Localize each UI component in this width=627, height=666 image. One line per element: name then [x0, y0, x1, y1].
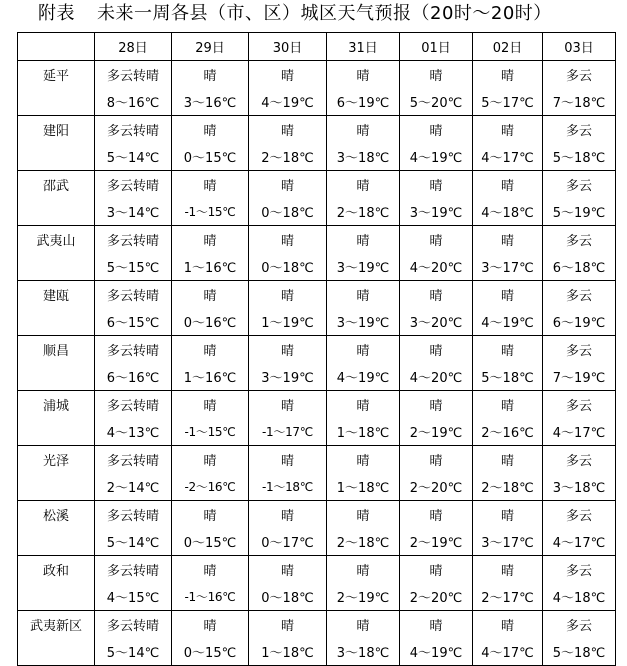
city-condition-row — [18, 446, 616, 474]
temperature-range-cell: 8～16℃ — [95, 88, 172, 116]
weather-condition-cell: 多云 — [543, 391, 616, 419]
city-condition-row — [18, 391, 616, 419]
temperature-range-cell: 2～17℃ — [473, 583, 543, 611]
temperature-range-cell: 7～18℃ — [543, 88, 616, 116]
temperature-range-cell: 4～18℃ — [473, 198, 543, 226]
city-name: 建阳 — [18, 116, 95, 171]
temperature-range-cell: 4～17℃ — [473, 638, 543, 666]
temperature-range-cell: 3～19℃ — [249, 363, 327, 391]
weather-condition-cell: 晴 — [473, 556, 543, 584]
temperature-range-cell: 4～17℃ — [473, 143, 543, 171]
forecast-body — [18, 61, 616, 666]
temperature-range-cell: 4～19℃ — [400, 638, 473, 666]
date-header: 28日 — [95, 33, 172, 61]
temperature-range-cell: 5～18℃ — [473, 363, 543, 391]
temperature-range-cell: 6～19℃ — [327, 88, 400, 116]
weather-condition-cell: 晴 — [249, 171, 327, 199]
temperature-range-cell: 4～18℃ — [543, 583, 616, 611]
weather-condition-cell: 晴 — [172, 281, 249, 309]
temperature-range-cell: 5～17℃ — [473, 88, 543, 116]
city-temperature-row — [18, 583, 616, 611]
temperature-range-cell: 6～18℃ — [543, 253, 616, 281]
weather-condition-cell: 晴 — [249, 281, 327, 309]
temperature-range-cell: 5～19℃ — [543, 198, 616, 226]
city-condition-row — [18, 611, 616, 639]
temperature-range-cell: -1～17℃ — [249, 418, 327, 446]
weather-condition-cell: 晴 — [400, 611, 473, 639]
header-corner-cell — [18, 33, 95, 61]
temperature-range-cell: 0～18℃ — [249, 583, 327, 611]
weather-condition-cell: 晴 — [327, 446, 400, 474]
temperature-range-cell: 1～18℃ — [327, 473, 400, 501]
weather-condition-cell: 多云转晴 — [95, 501, 172, 529]
temperature-range-cell: 2～20℃ — [400, 473, 473, 501]
temperature-range-cell: 5～14℃ — [95, 528, 172, 556]
temperature-range-cell: 0～15℃ — [172, 638, 249, 666]
temperature-range-cell: 5～18℃ — [543, 143, 616, 171]
weather-condition-cell: 晴 — [400, 116, 473, 144]
weather-condition-cell: 晴 — [249, 446, 327, 474]
temperature-range-cell: 3～19℃ — [327, 253, 400, 281]
city-name: 政和 — [18, 556, 95, 611]
weather-condition-cell: 晴 — [172, 556, 249, 584]
city-name: 松溪 — [18, 501, 95, 556]
weather-condition-cell: 多云 — [543, 281, 616, 309]
weather-condition-cell: 晴 — [172, 501, 249, 529]
temperature-range-cell: -2～16℃ — [172, 473, 249, 501]
city-condition-row — [18, 171, 616, 199]
weather-condition-cell: 晴 — [473, 446, 543, 474]
city-condition-row — [18, 336, 616, 364]
temperature-range-cell: 3～18℃ — [327, 638, 400, 666]
title-text: 未来一周各县（市、区）城区天气预报（20时～20时） — [97, 3, 552, 24]
weather-condition-cell: 晴 — [327, 501, 400, 529]
weather-condition-cell: 晴 — [327, 336, 400, 364]
weather-condition-cell: 晴 — [249, 61, 327, 89]
weather-condition-cell: 晴 — [327, 226, 400, 254]
temperature-range-cell: 5～15℃ — [95, 253, 172, 281]
temperature-range-cell: 4～19℃ — [249, 88, 327, 116]
weather-condition-cell: 晴 — [172, 226, 249, 254]
weather-condition-cell: 晴 — [327, 281, 400, 309]
temperature-range-cell: 0～18℃ — [249, 198, 327, 226]
weather-condition-cell: 多云转晴 — [95, 336, 172, 364]
weather-condition-cell: 晴 — [172, 446, 249, 474]
temperature-range-cell: 1～18℃ — [327, 418, 400, 446]
city-temperature-row — [18, 528, 616, 556]
weather-condition-cell: 晴 — [172, 391, 249, 419]
temperature-range-cell: 3～18℃ — [543, 473, 616, 501]
temperature-range-cell: 3～17℃ — [473, 528, 543, 556]
weather-condition-cell: 多云转晴 — [95, 61, 172, 89]
temperature-range-cell: 2～19℃ — [400, 418, 473, 446]
city-name: 建瓯 — [18, 281, 95, 336]
city-condition-row — [18, 116, 616, 144]
weather-condition-cell: 晴 — [473, 501, 543, 529]
temperature-range-cell: 4～19℃ — [473, 308, 543, 336]
city-name: 顺昌 — [18, 336, 95, 391]
weather-condition-cell: 多云转晴 — [95, 116, 172, 144]
temperature-range-cell: 2～18℃ — [327, 198, 400, 226]
weather-condition-cell: 晴 — [473, 391, 543, 419]
temperature-range-cell: 3～19℃ — [327, 308, 400, 336]
temperature-range-cell: 2～20℃ — [400, 583, 473, 611]
weather-condition-cell: 晴 — [172, 336, 249, 364]
temperature-range-cell: 0～15℃ — [172, 143, 249, 171]
weather-condition-cell: 多云转晴 — [95, 226, 172, 254]
temperature-range-cell: 4～19℃ — [400, 143, 473, 171]
weather-condition-cell: 多云 — [543, 501, 616, 529]
weather-condition-cell: 晴 — [327, 611, 400, 639]
temperature-range-cell: 5～20℃ — [400, 88, 473, 116]
temperature-range-cell: -1～18℃ — [249, 473, 327, 501]
temperature-range-cell: 3～18℃ — [327, 143, 400, 171]
city-temperature-row — [18, 363, 616, 391]
temperature-range-cell: 4～19℃ — [327, 363, 400, 391]
weather-condition-cell: 多云 — [543, 446, 616, 474]
weather-condition-cell: 晴 — [249, 556, 327, 584]
weather-condition-cell: 多云 — [543, 556, 616, 584]
temperature-range-cell: 3～16℃ — [172, 88, 249, 116]
weather-condition-cell: 晴 — [327, 116, 400, 144]
city-temperature-row — [18, 143, 616, 171]
weather-condition-cell: 晴 — [249, 116, 327, 144]
weather-condition-cell: 晴 — [473, 336, 543, 364]
weather-condition-cell: 晴 — [249, 611, 327, 639]
date-header: 03日 — [543, 33, 616, 61]
city-condition-row — [18, 226, 616, 254]
temperature-range-cell: 2～19℃ — [400, 528, 473, 556]
weather-condition-cell: 晴 — [327, 171, 400, 199]
weather-condition-cell: 晴 — [400, 446, 473, 474]
temperature-range-cell: 4～17℃ — [543, 418, 616, 446]
temperature-range-cell: 3～19℃ — [400, 198, 473, 226]
weather-condition-cell: 多云转晴 — [95, 171, 172, 199]
header-row — [18, 33, 616, 61]
title-prefix: 附表 — [38, 3, 75, 24]
city-temperature-row — [18, 198, 616, 226]
city-temperature-row — [18, 418, 616, 446]
weather-condition-cell: 晴 — [327, 61, 400, 89]
weather-condition-cell: 多云转晴 — [95, 446, 172, 474]
date-header: 31日 — [327, 33, 400, 61]
temperature-range-cell: 6～19℃ — [543, 308, 616, 336]
temperature-range-cell: 4～15℃ — [95, 583, 172, 611]
weather-condition-cell: 多云转晴 — [95, 611, 172, 639]
temperature-range-cell: 3～17℃ — [473, 253, 543, 281]
temperature-range-cell: 6～15℃ — [95, 308, 172, 336]
date-header: 02日 — [473, 33, 543, 61]
weather-condition-cell: 晴 — [249, 391, 327, 419]
temperature-range-cell: -1～15℃ — [172, 418, 249, 446]
temperature-range-cell: 0～16℃ — [172, 308, 249, 336]
city-name: 浦城 — [18, 391, 95, 446]
date-header: 01日 — [400, 33, 473, 61]
city-temperature-row — [18, 473, 616, 501]
city-name: 邵武 — [18, 171, 95, 226]
weather-condition-cell: 晴 — [249, 336, 327, 364]
temperature-range-cell: 2～18℃ — [249, 143, 327, 171]
temperature-range-cell: -1～16℃ — [172, 583, 249, 611]
temperature-range-cell: 0～15℃ — [172, 528, 249, 556]
weather-condition-cell: 晴 — [400, 281, 473, 309]
weather-condition-cell: 晴 — [473, 116, 543, 144]
temperature-range-cell: 5～18℃ — [543, 638, 616, 666]
temperature-range-cell: 2～18℃ — [327, 528, 400, 556]
temperature-range-cell: 2～14℃ — [95, 473, 172, 501]
temperature-range-cell: 1～16℃ — [172, 363, 249, 391]
weather-condition-cell: 多云 — [543, 116, 616, 144]
city-condition-row — [18, 501, 616, 529]
weather-condition-cell: 多云 — [543, 611, 616, 639]
weather-condition-cell: 晴 — [400, 336, 473, 364]
city-name: 武夷新区 — [18, 611, 95, 666]
temperature-range-cell: 1～16℃ — [172, 253, 249, 281]
weather-condition-cell: 多云转晴 — [95, 281, 172, 309]
weather-condition-cell: 晴 — [400, 226, 473, 254]
weather-condition-cell: 晴 — [400, 391, 473, 419]
city-condition-row — [18, 556, 616, 584]
temperature-range-cell: 1～19℃ — [249, 308, 327, 336]
weather-condition-cell: 多云 — [543, 336, 616, 364]
weather-condition-cell: 晴 — [249, 226, 327, 254]
page-title — [38, 0, 552, 28]
weather-condition-cell: 多云转晴 — [95, 391, 172, 419]
weather-condition-cell: 多云 — [543, 226, 616, 254]
weather-condition-cell: 晴 — [249, 501, 327, 529]
temperature-range-cell: 5～14℃ — [95, 638, 172, 666]
temperature-range-cell: 7～19℃ — [543, 363, 616, 391]
weather-condition-cell: 晴 — [327, 391, 400, 419]
temperature-range-cell: 4～20℃ — [400, 363, 473, 391]
city-name: 延平 — [18, 61, 95, 116]
city-name: 光泽 — [18, 446, 95, 501]
forecast-table — [17, 32, 616, 666]
weather-condition-cell: 晴 — [473, 611, 543, 639]
date-header: 29日 — [172, 33, 249, 61]
temperature-range-cell: 4～20℃ — [400, 253, 473, 281]
temperature-range-cell: 5～14℃ — [95, 143, 172, 171]
weather-condition-cell: 多云 — [543, 61, 616, 89]
temperature-range-cell: 2～18℃ — [473, 473, 543, 501]
weather-condition-cell: 晴 — [172, 61, 249, 89]
temperature-range-cell: 0～17℃ — [249, 528, 327, 556]
temperature-range-cell: 6～16℃ — [95, 363, 172, 391]
weather-condition-cell: 晴 — [400, 501, 473, 529]
weather-condition-cell: 晴 — [473, 226, 543, 254]
temperature-range-cell: 4～17℃ — [543, 528, 616, 556]
temperature-range-cell: 4～13℃ — [95, 418, 172, 446]
weather-condition-cell: 晴 — [400, 171, 473, 199]
temperature-range-cell: 3～14℃ — [95, 198, 172, 226]
weather-condition-cell: 晴 — [473, 281, 543, 309]
temperature-range-cell: 3～20℃ — [400, 308, 473, 336]
temperature-range-cell: 0～18℃ — [249, 253, 327, 281]
weather-condition-cell: 晴 — [172, 116, 249, 144]
temperature-range-cell: -1～15℃ — [172, 198, 249, 226]
weather-condition-cell: 多云 — [543, 171, 616, 199]
date-header: 30日 — [249, 33, 327, 61]
city-temperature-row — [18, 88, 616, 116]
weather-condition-cell: 晴 — [172, 611, 249, 639]
city-condition-row — [18, 281, 616, 309]
city-name: 武夷山 — [18, 226, 95, 281]
temperature-range-cell: 2～16℃ — [473, 418, 543, 446]
weather-condition-cell: 晴 — [400, 556, 473, 584]
temperature-range-cell: 2～19℃ — [327, 583, 400, 611]
city-temperature-row — [18, 638, 616, 666]
city-temperature-row — [18, 308, 616, 336]
weather-condition-cell: 晴 — [473, 61, 543, 89]
city-temperature-row — [18, 253, 616, 281]
weather-condition-cell: 多云转晴 — [95, 556, 172, 584]
weather-condition-cell: 晴 — [473, 171, 543, 199]
city-condition-row — [18, 61, 616, 89]
weather-condition-cell: 晴 — [172, 171, 249, 199]
temperature-range-cell: 1～18℃ — [249, 638, 327, 666]
weather-condition-cell: 晴 — [400, 61, 473, 89]
weather-condition-cell: 晴 — [327, 556, 400, 584]
